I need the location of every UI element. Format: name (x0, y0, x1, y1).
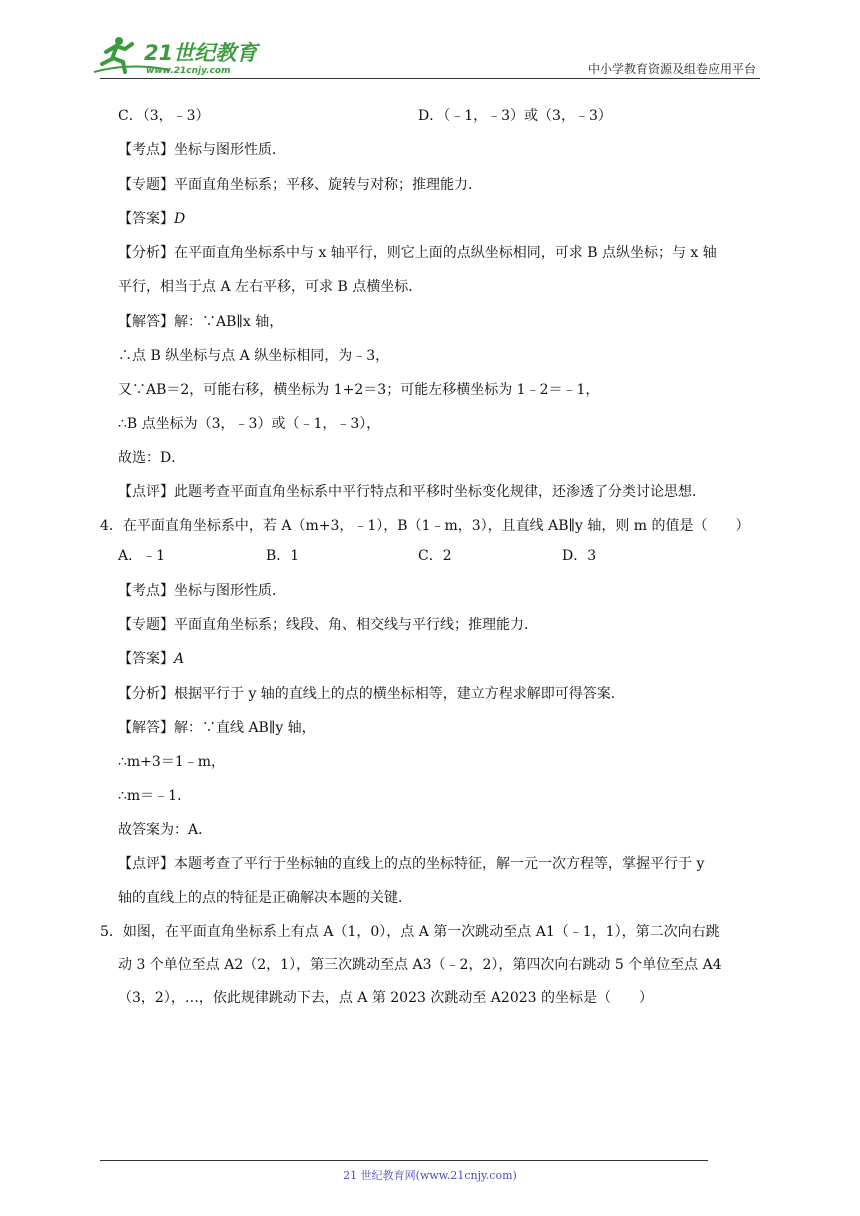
q4-jieda-1: 【解答】解：∵直线 AB∥y 轴， (118, 720, 316, 736)
q4-option-b: B．1 (266, 548, 300, 564)
svg-text:www.21cnjy.com: www.21cnjy.com (146, 66, 231, 76)
q3-fenxi-1: 【分析】在平面直角坐标系中与 x 轴平行，则它上面的点纵坐标相同，可求 B 点纵坐标；与 x 轴 (118, 245, 717, 261)
q4-jieda-3: ∴m＝﹣1． (118, 788, 192, 804)
q4-stem: 4．在平面直角坐标系中，若 A（m+3，﹣1），B（1﹣m，3），且直线 AB∥y 轴，则 m 的值是（ ） (100, 518, 750, 534)
q3-jieda-4: ∴B 点坐标为（3，﹣3）或（﹣1，﹣3）， (118, 416, 381, 432)
q3-jieda-2: ∴点 B 纵坐标与点 A 纵坐标相同，为﹣3， (118, 348, 390, 364)
q4-kaodian: 【考点】坐标与图形性质． (118, 583, 286, 599)
q4-zhuanti: 【专题】平面直角坐标系；线段、角、相交线与平行线；推理能力． (118, 617, 538, 633)
q4-dianping-1: 【点评】本题考查了平行于坐标轴的直线上的点的坐标特征，解一元一次方程等，掌握平行于 y (118, 856, 705, 872)
q5-line-2: 动 3 个单位至点 A2（2，1），第三次跳动至点 A3（﹣2，2），第四次向右跳动 5 个单位至点 A4 (118, 957, 722, 973)
footer-divider (100, 1160, 708, 1161)
q3-jieda-1: 【解答】解：∵AB∥x 轴， (118, 314, 284, 330)
page-header (0, 0, 860, 80)
q3-answer: 【答案】D (118, 211, 186, 227)
q4-dianping-2: 轴的直线上的点的特征是正确解决本题的关键． (118, 890, 412, 906)
q3-option-d: D．（﹣1，﹣3）或（3，﹣3） (418, 108, 612, 124)
q3-fenxi-2: 平行，相当于点 A 左右平移，可求 B 点横坐标． (118, 279, 423, 295)
q3-jieda-5: 故选：D． (118, 450, 186, 466)
q4-answer: 【答案】A (118, 651, 185, 667)
q4-option-c: C．2 (418, 548, 452, 564)
header-divider (100, 78, 760, 79)
q4-option-a: A．﹣1 (118, 548, 166, 564)
q5-line-3: （3，2），…，依此规律跳动下去，点 A 第 2023 次跳动至 A2023 的坐标是（ ） (118, 990, 653, 1006)
q4-fenxi: 【分析】根据平行于 y 轴的直线上的点的横坐标相等，建立方程求解即可得答案． (118, 686, 625, 702)
q4-jieda-4: 故答案为：A． (118, 822, 213, 838)
site-logo (92, 32, 262, 78)
svg-text:21世纪教育: 21世纪教育 (144, 41, 258, 65)
q3-jieda-3: 又∵AB＝2，可能右移，横坐标为 1+2＝3；可能左移横坐标为 1﹣2＝﹣1， (118, 382, 600, 398)
q3-dianping: 【点评】此题考查平面直角坐标系中平行特点和平移时坐标变化规律，还渗透了分类讨论思想． (118, 484, 706, 500)
q5-line-1: 5．如图，在平面直角坐标系上有点 A（1，0），点 A 第一次跳动至点 A1（﹣1，1），第二次向右跳 (100, 924, 720, 940)
q3-kaodian: 【考点】坐标与图形性质． (118, 142, 286, 158)
q3-option-c: C．（3，﹣3） (118, 108, 210, 124)
q3-zhuanti: 【专题】平面直角坐标系；平移、旋转与对称；推理能力． (118, 177, 482, 193)
footer-text: 21 世纪教育网(www.21cnjy.com) (343, 1169, 517, 1182)
q4-option-d: D．3 (562, 548, 597, 564)
q4-jieda-2: ∴m+3＝1﹣m， (118, 754, 226, 770)
platform-name: 中小学教育资源及组卷应用平台 (587, 62, 756, 76)
